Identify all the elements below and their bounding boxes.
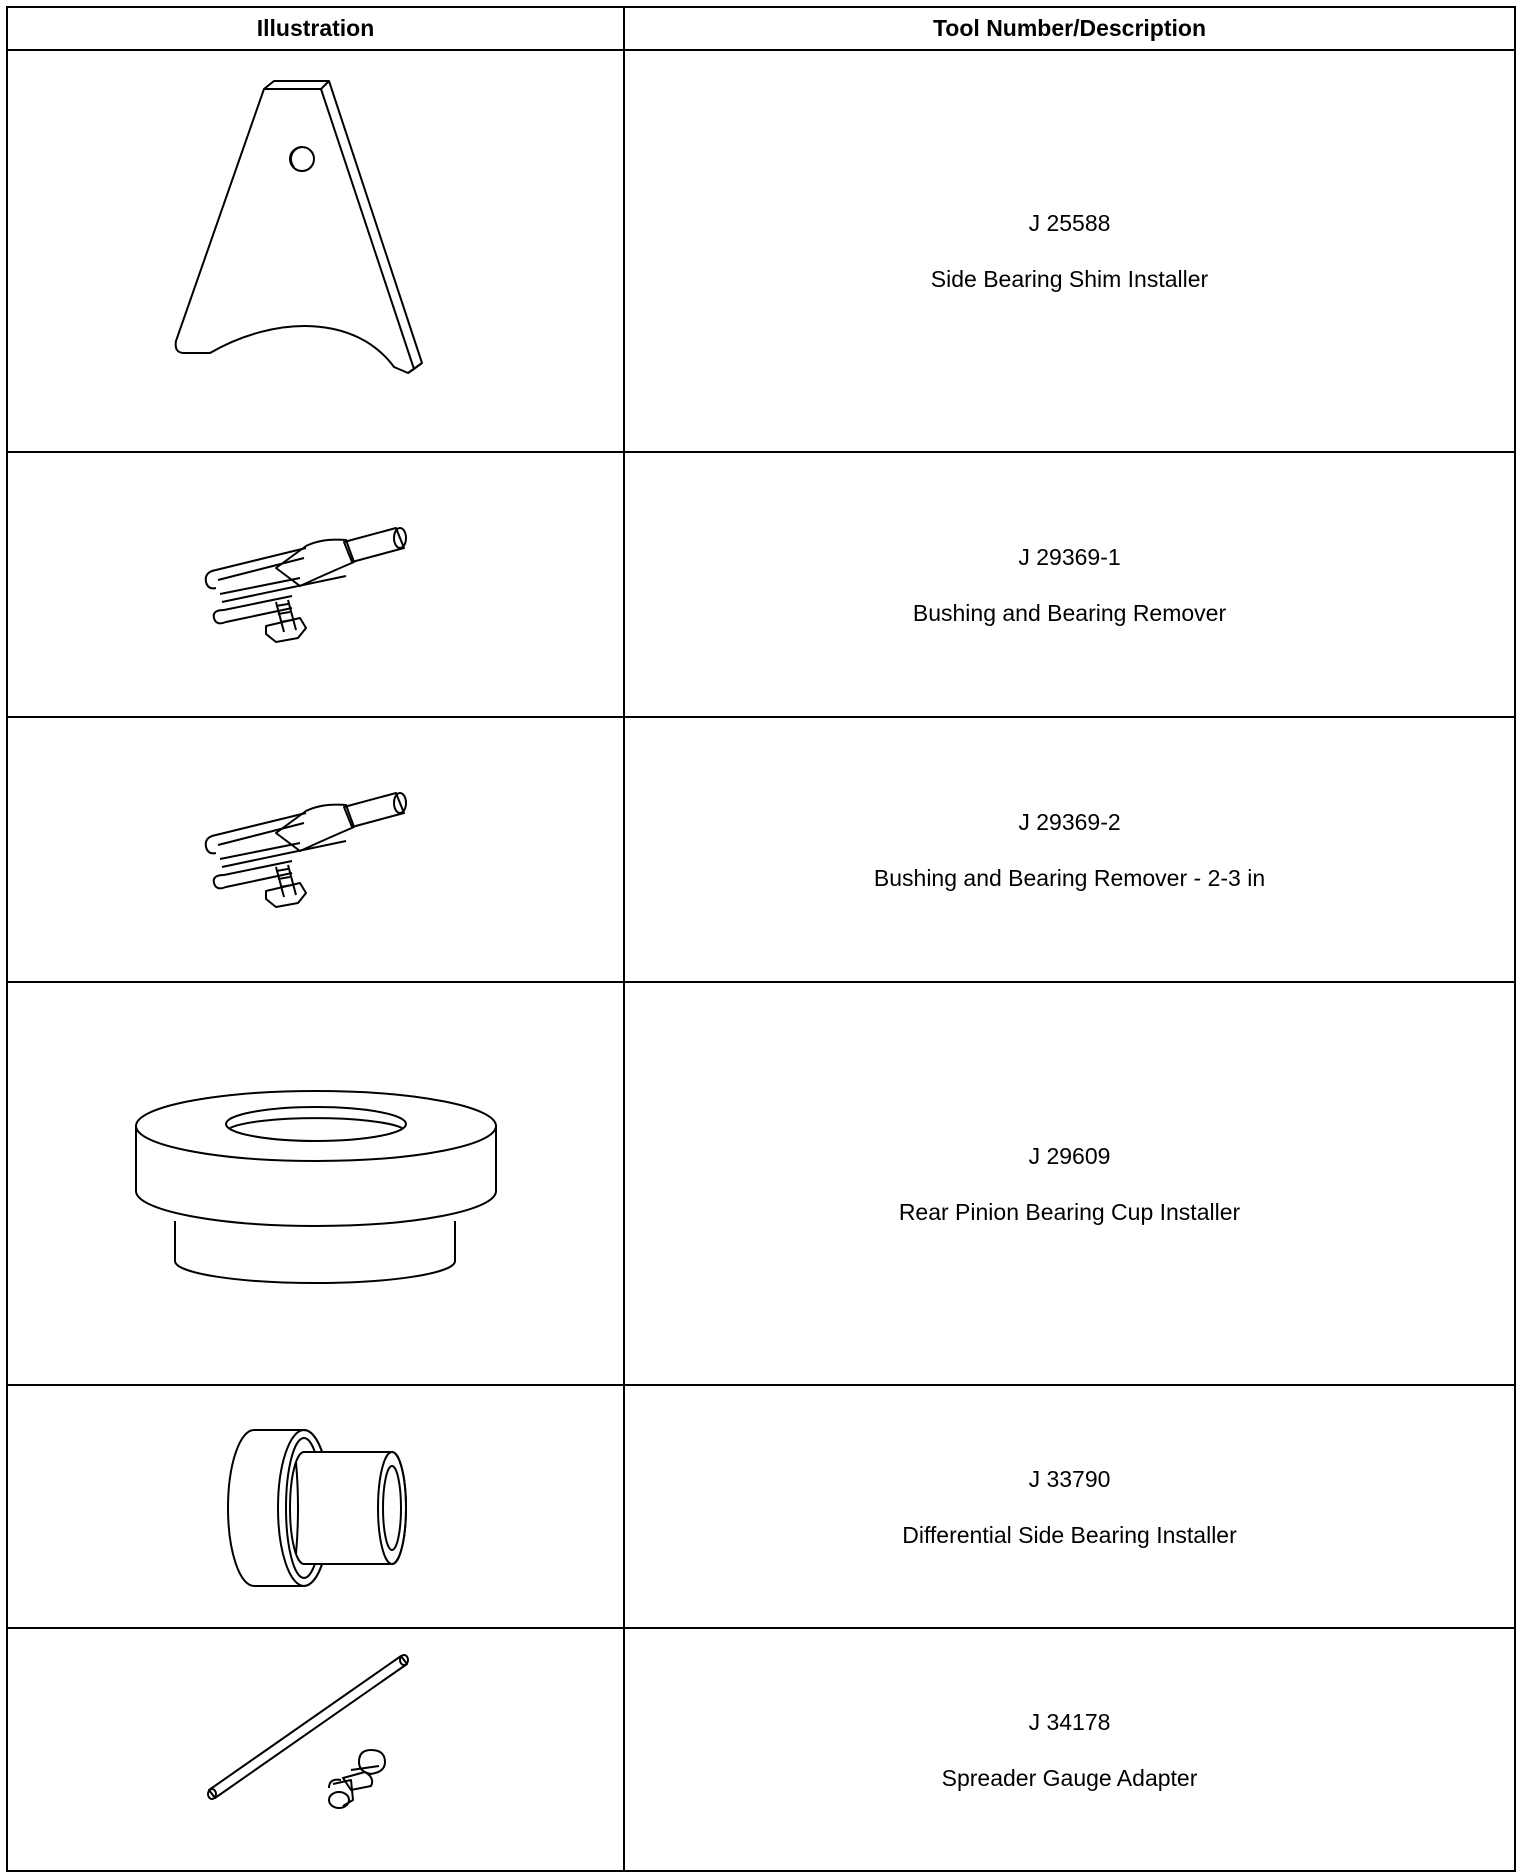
tool-number: J 25588: [1028, 210, 1111, 236]
tool-number: J 29369-2: [1018, 808, 1121, 835]
table-row: [7, 452, 1515, 717]
table-row: [7, 717, 1515, 982]
spreader-gauge-adapter-icon: [201, 1650, 431, 1850]
tool-description: Differential Side Bearing Installer: [902, 1521, 1237, 1548]
description-cell: [624, 982, 1515, 1385]
tool-number: J 33790: [1028, 1465, 1111, 1492]
table-row: [7, 982, 1515, 1385]
tool-number: J 34178: [1028, 1708, 1111, 1735]
illustration-cell: [7, 717, 624, 982]
illustration-cell: [7, 1385, 624, 1628]
tool-description: Rear Pinion Bearing Cup Installer: [898, 1198, 1241, 1225]
description-cell: [624, 1385, 1515, 1628]
tool-number: J 29609: [1028, 1142, 1111, 1169]
column-header-illustration: Illustration: [7, 7, 624, 50]
side-bearing-installer-icon: [216, 1422, 416, 1592]
description-cell: [624, 717, 1515, 982]
illustration-cell: [7, 982, 624, 1385]
table-row: [7, 1385, 1515, 1628]
table-row: [7, 50, 1515, 452]
side-bearing-shim-installer-icon: [166, 71, 466, 431]
tool-description: Spreader Gauge Adapter: [941, 1764, 1198, 1791]
bushing-bearing-remover-icon: [196, 520, 436, 650]
illustration-cell: [7, 452, 624, 717]
illustration-cell: [7, 50, 624, 452]
tool-description: Side Bearing Shim Installer: [930, 266, 1209, 292]
tools-table: [6, 6, 1516, 1872]
description-cell: [624, 452, 1515, 717]
description-cell: [624, 50, 1515, 452]
bearing-cup-installer-icon: [131, 1084, 501, 1284]
table-row: [7, 1628, 1515, 1871]
column-header-tool-description: Tool Number/Description: [624, 7, 1515, 50]
illustration-cell: [7, 1628, 624, 1871]
bushing-bearing-remover-icon: [196, 785, 436, 915]
description-cell: [624, 1628, 1515, 1871]
table-header-row: [7, 7, 1515, 50]
tool-description: Bushing and Bearing Remover - 2-3 in: [873, 864, 1266, 891]
tool-number: J 29369-1: [1018, 543, 1121, 570]
tool-description: Bushing and Bearing Remover: [912, 599, 1227, 626]
